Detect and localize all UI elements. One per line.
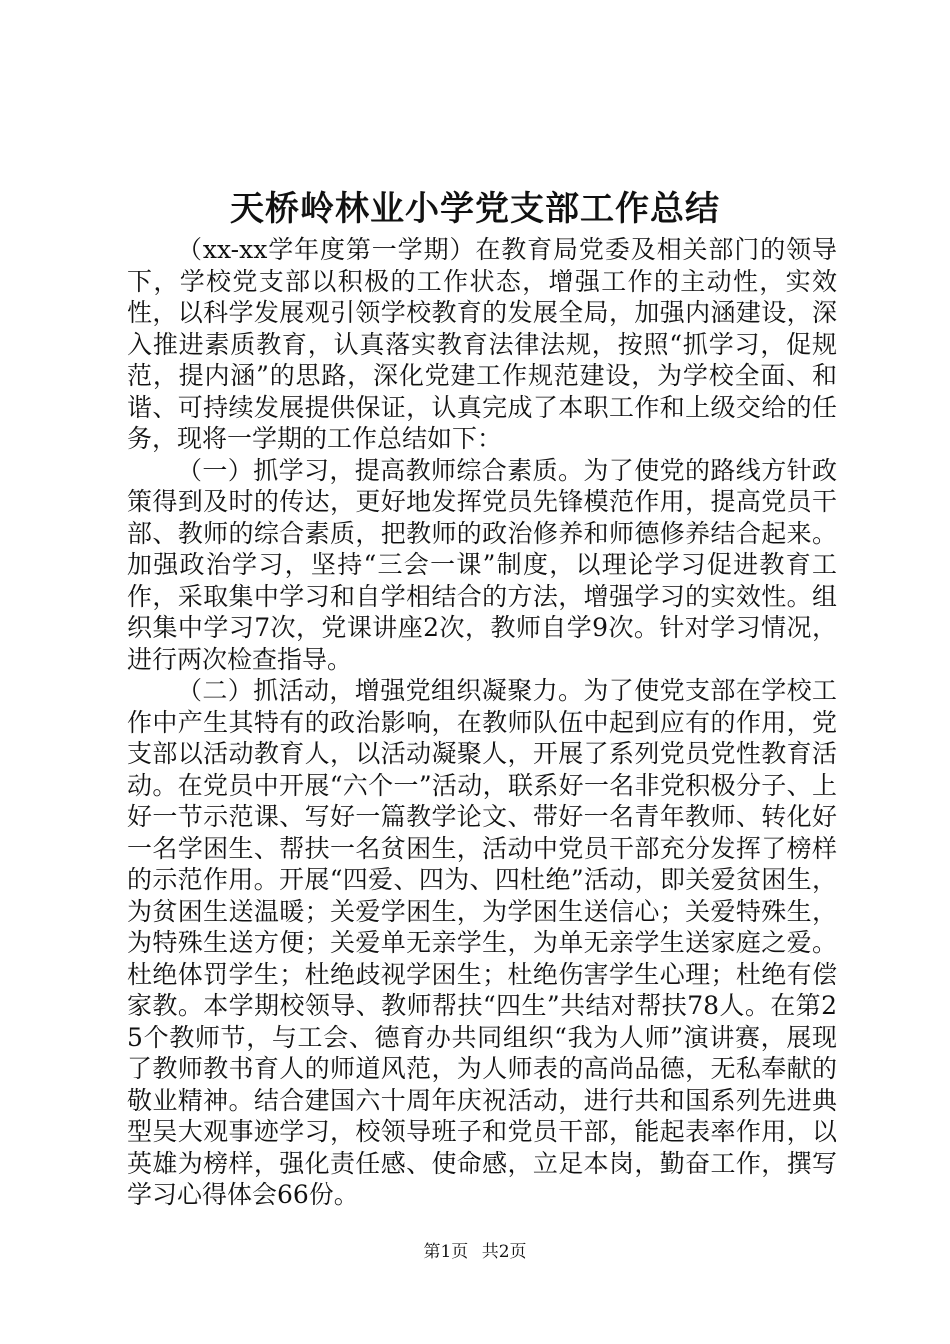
page-footer xyxy=(0,1240,950,1264)
page-number-current: 第1页 xyxy=(423,1242,469,1262)
page-number-total: 共2页 xyxy=(481,1242,527,1262)
document-body xyxy=(127,234,837,1211)
document-title: 天桥岭林业小学党支部工作总结 xyxy=(230,189,720,229)
paragraph-intro: （xx-xx学年度第一学期）在教育局党委及相关部门的领导下，学校党支部以积极的工作状态，增强工作的主动性，实效性，以科学发展观引领学校教育的发展全局，加强内涵建设，深入推进素质教育，认真落实教育法律法规，按照“抓学习，促规范，提内涵”的思路，深化党建工作规范建设，为学校全面、和谐、可持续发展提供保证，认真完成了本职工作和上级交给的任务，现将一学期的工作总结如下： xyxy=(127,235,837,453)
paragraph-section-1: （一）抓学习，提高教师综合素质。为了使党的路线方针政策得到及时的传达，更好地发挥党员先锋模范作用，提高党员干部、教师的综合素质，把教师的政治修养和师德修养结合起来。加强政治学习，坚持“三会一课”制度，以理论学习促进教育工作，采取集中学习和自学相结合的方法，增强学习的实效性。组织集中学习7次，党课讲座2次，教师自学9次。针对学习情况，进行两次检查指导。 xyxy=(127,455,837,674)
paragraph-section-2: （二）抓活动，增强党组织凝聚力。为了使党支部在学校工作中产生其特有的政治影响，在教师队伍中起到应有的作用，党支部以活动教育人，以活动凝聚人，开展了系列党员党性教育活动。在党员中开展“六个一”活动，联系好一名非党积极分子、上好一节示范课、写好一篇教学论文、带好一名青年教师、转化好一名学困生、帮扶一名贫困生，活动中党员干部充分发挥了榜样的示范作用。开展“四爱、四为、四杜绝”活动，即关爱贫困生，为贫困生送温暖；关爱学困生，为学困生送信心；关爱特殊生，为特殊生送方便；关爱单无亲学生，为单无亲学生送家庭之爱。杜绝体罚学生；杜绝歧视学困生；杜绝伤害学生心理；杜绝有偿家教。本学期校领导、教师帮扶“四生”共结对帮扶78人。在第25个教师节，与工会、德育办共同组织“我为人师”演讲赛，展现了教师教书育人的师道风范，为人师表的高尚品德，无私奉献的敬业精神。结合建国六十周年庆祝活动，进行共和国系列先进典型吴大观事迹学习，校领导班子和党员干部，能起表率作用，以英雄为榜样，强化责任感、使命感，立足本岗，勤奋工作，撰写学习心得体会66份。 xyxy=(127,676,837,1209)
